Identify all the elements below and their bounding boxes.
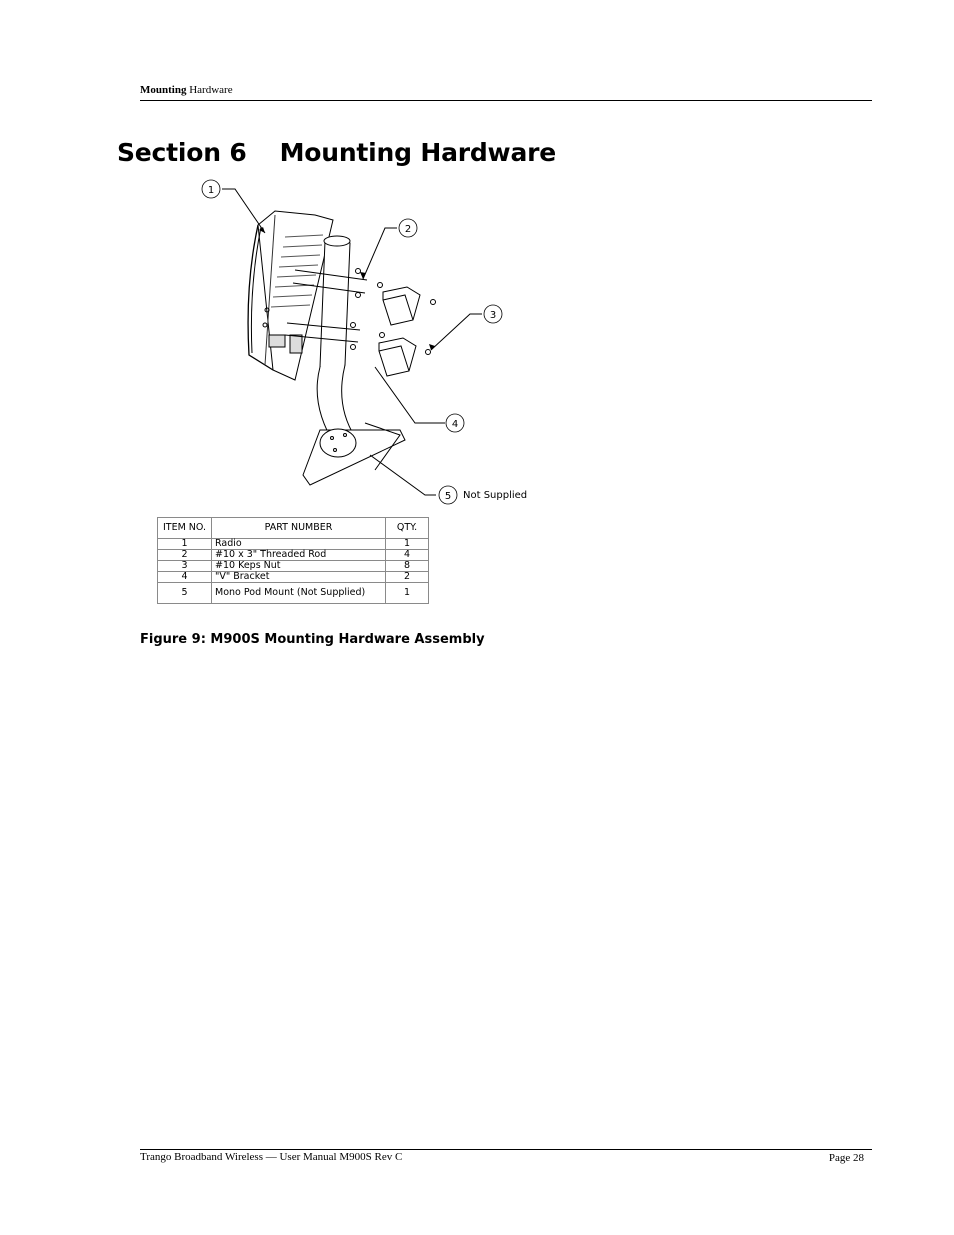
figure-caption: Figure 9: M900S Mounting Hardware Assembly [140,632,485,647]
row-2-qty: 4 [386,550,429,561]
header-bold-part: Mounting [140,84,187,96]
table-row [158,539,429,550]
parts-table [157,517,429,604]
table-row [158,572,429,583]
running-header [140,82,872,101]
callout-2: 2 [404,224,412,235]
callout-5: 5 [444,491,452,502]
footer-manual-title: Trango Broadband Wireless — User Manual M900S Rev C [140,1151,403,1163]
row-5-part: Mono Pod Mount (Not Supplied) [212,583,386,604]
row-3-qty: 8 [386,561,429,572]
row-1-qty: 1 [386,539,429,550]
section-number: Section 6 [117,138,247,167]
row-3-item: 3 [158,561,212,572]
callout-4: 4 [451,419,459,430]
row-4-qty: 2 [386,572,429,583]
header-rest: Hardware [186,84,233,96]
section-heading [117,138,556,167]
row-4-item: 4 [158,572,212,583]
footer-page-number: Page 28 [828,1152,864,1164]
row-1-item: 1 [158,539,212,550]
row-1-part: Radio [212,539,386,550]
assembly-drawing [195,175,535,510]
table-row [158,550,429,561]
header-qty: QTY. [386,518,429,539]
callout-3: 3 [489,310,497,321]
table-header-row [158,518,429,539]
row-3-part: #10 Keps Nut [212,561,386,572]
row-4-part: "V" Bracket [212,572,386,583]
footer-rule [140,1149,872,1150]
table-row [158,561,429,572]
section-title: Mounting Hardware [279,138,557,167]
row-2-part: #10 x 3" Threaded Rod [212,550,386,561]
row-5-qty: 1 [386,583,429,604]
table-row [158,583,429,604]
header-item-no: ITEM NO. [158,518,212,539]
callout-1: 1 [207,185,215,196]
running-header-text [140,84,233,96]
row-5-item: 5 [158,583,212,604]
not-supplied-label: Not Supplied [463,490,528,501]
row-2-item: 2 [158,550,212,561]
header-part-number: PART NUMBER [212,518,386,539]
